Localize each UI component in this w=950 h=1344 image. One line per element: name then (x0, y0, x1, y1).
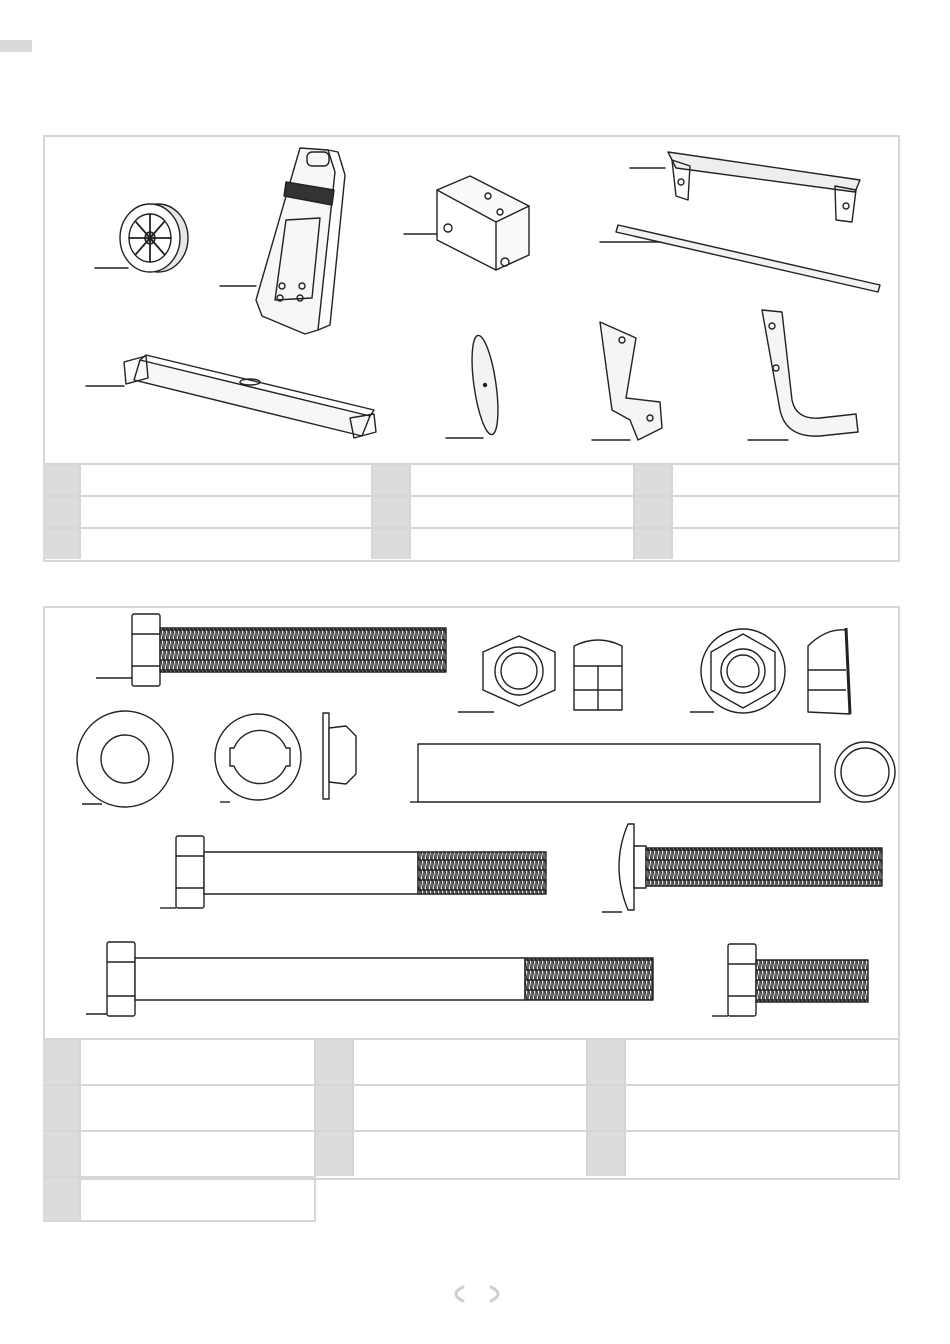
carriage-bolt-illustration (602, 824, 882, 912)
legend-text (79, 1086, 316, 1130)
hardware-legend-row (43, 1038, 900, 1084)
hex-bolt-short-illustration (712, 944, 868, 1016)
legend-key (43, 1086, 79, 1130)
hardware-legend-cell (316, 1084, 588, 1130)
legend-text (352, 1086, 588, 1130)
flat-washer-illustration (77, 711, 173, 807)
flange-nut-illustration (690, 629, 785, 713)
hardware-legend-cell (588, 1130, 900, 1176)
legend-key (43, 1040, 79, 1084)
hardware-legend-cell (43, 1038, 316, 1084)
legend-text (624, 1040, 900, 1084)
long-hex-bolt-illustration (96, 614, 446, 686)
hex-bolt-long-illustration (86, 942, 653, 1016)
keyed-washer-illustration (215, 714, 301, 802)
legend-text (352, 1040, 588, 1084)
spacer-tube-illustration (410, 744, 820, 802)
hex-nut-illustration (458, 636, 555, 712)
legend-text (79, 1040, 316, 1084)
bushing-side-illustration (323, 713, 356, 799)
legend-text (79, 1132, 316, 1176)
hardware-legend-cell (316, 1038, 588, 1084)
hex-bolt-medium-illustration (160, 836, 546, 908)
legend-key (316, 1040, 352, 1084)
legend-text (624, 1086, 900, 1130)
hardware-legend-cell (43, 1176, 316, 1220)
legend-text (624, 1132, 900, 1176)
spacer-ring-illustration (835, 742, 895, 802)
legend-key (588, 1132, 624, 1176)
legend-key (43, 1178, 79, 1220)
flange-nut-side-illustration (808, 628, 850, 714)
hardware-legend-row (43, 1084, 900, 1130)
legend-key (43, 1132, 79, 1176)
hardware-legend-row (43, 1130, 900, 1176)
hardware-legend-cell (316, 1130, 588, 1176)
chevron-right-icon[interactable] (491, 1287, 498, 1301)
nylon-lock-nut-illustration (574, 640, 622, 710)
hardware-legend-cell (588, 1084, 900, 1130)
legend-key (588, 1086, 624, 1130)
chevron-left-icon[interactable] (456, 1287, 463, 1301)
legend-key (316, 1132, 352, 1176)
legend-text (352, 1132, 588, 1176)
hardware-legend-cell (588, 1038, 900, 1084)
hardware-legend-cell (43, 1130, 316, 1176)
hardware-legend-row (43, 1176, 316, 1222)
legend-text (79, 1178, 316, 1220)
legend-key (316, 1086, 352, 1130)
legend-key (588, 1040, 624, 1084)
hardware-legend-cell (43, 1084, 316, 1130)
page-navigation (445, 1285, 509, 1303)
